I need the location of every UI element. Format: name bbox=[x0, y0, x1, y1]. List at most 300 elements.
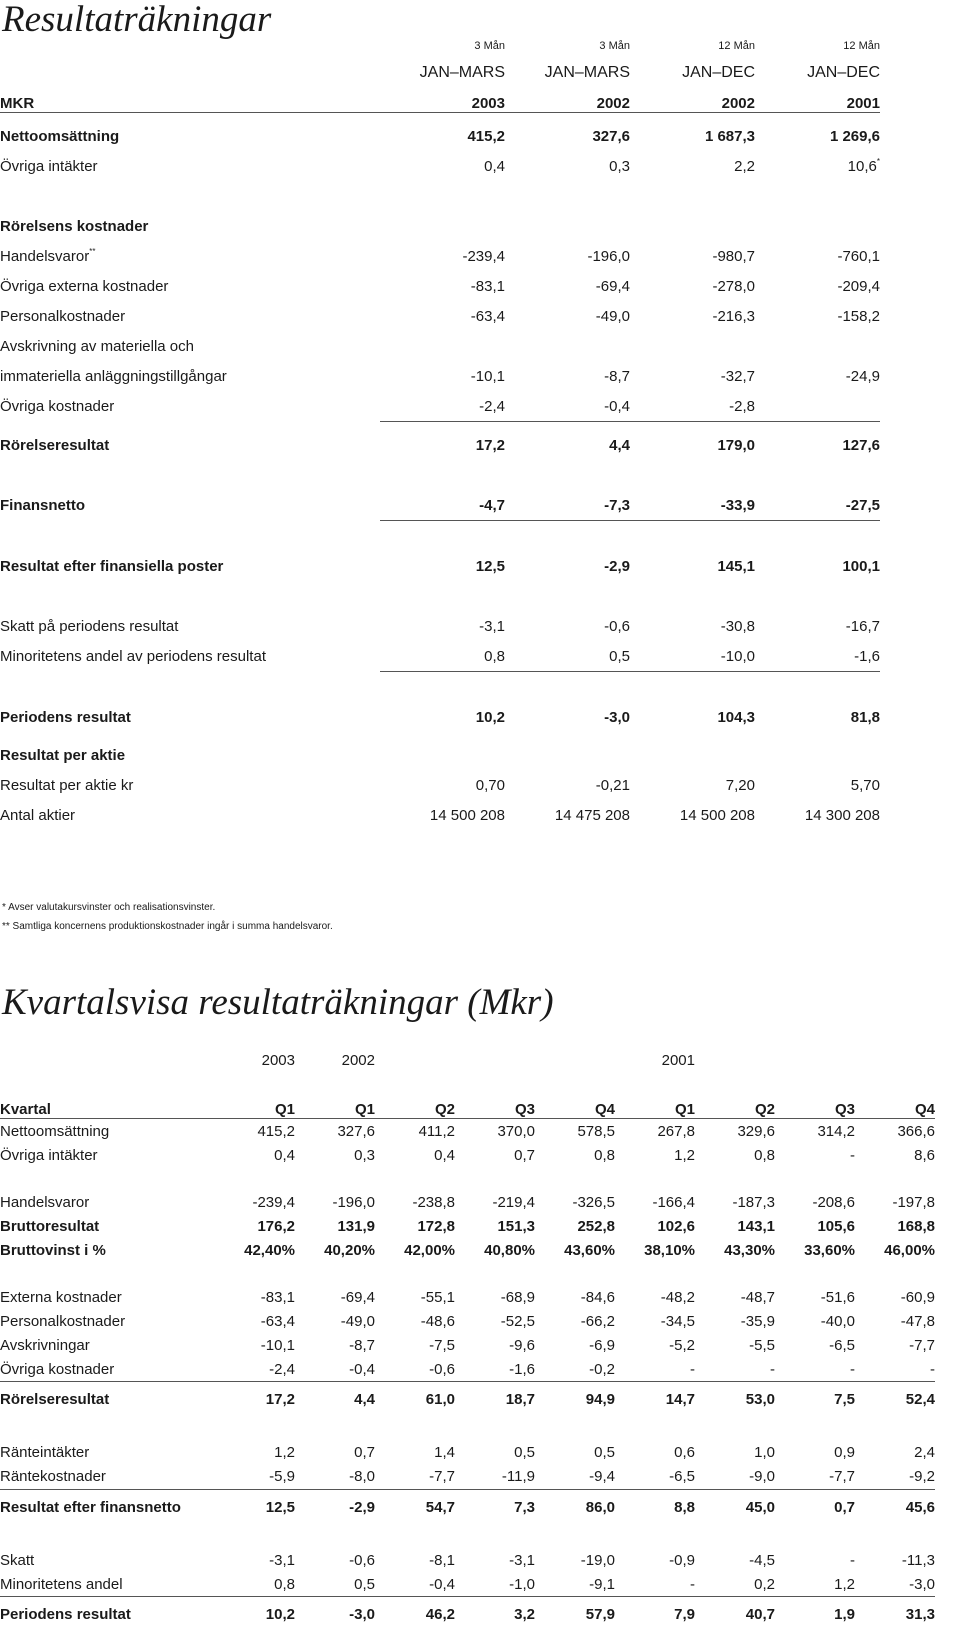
cell-value: 0,4 bbox=[274, 1146, 295, 1164]
cell-value: 327,6 bbox=[337, 1122, 375, 1140]
cell-value: 1,0 bbox=[754, 1444, 775, 1461]
cell-value: 38,10% bbox=[644, 1241, 695, 1259]
row-label: Resultat efter finansiella poster bbox=[0, 557, 224, 575]
cell-value: -69,4 bbox=[340, 1288, 375, 1306]
cell-value: -10,0 bbox=[630, 641, 755, 672]
table-row bbox=[0, 1143, 935, 1167]
cell-value: -8,7 bbox=[604, 367, 630, 385]
row-label: Räntekostnader bbox=[0, 1465, 215, 1490]
row-label: Avskrivning av materiella och bbox=[0, 337, 194, 355]
header-year bbox=[535, 1045, 615, 1069]
row-label: Skatt bbox=[0, 1551, 35, 1569]
cell-value: -11,9 bbox=[455, 1465, 535, 1490]
row-label: Övriga intäkter bbox=[0, 157, 98, 175]
cell-value: 18,7 bbox=[505, 1391, 535, 1409]
cell-value: -3,0 bbox=[349, 1606, 375, 1624]
cell-value: 0,8 bbox=[594, 1146, 615, 1164]
cell-value: 52,4 bbox=[905, 1391, 935, 1409]
cell-value: 1,2 bbox=[775, 1572, 855, 1597]
cell-value: 0,6 bbox=[674, 1444, 695, 1461]
income-statement-title: Resultaträkningar bbox=[2, 0, 272, 40]
quarterly-table bbox=[0, 1045, 935, 1633]
cell-value: 1,9 bbox=[834, 1606, 855, 1624]
row-label: Nettoomsättning bbox=[0, 127, 120, 145]
cell-value: -0,6 bbox=[604, 617, 630, 635]
cell-value: 104,3 bbox=[717, 708, 755, 726]
cell-value: 143,1 bbox=[737, 1217, 775, 1235]
cell-value: -68,9 bbox=[500, 1288, 535, 1306]
cell-value: 102,6 bbox=[657, 1217, 695, 1235]
cell-value: -5,2 bbox=[669, 1336, 695, 1354]
header-year: 2003 bbox=[380, 82, 505, 113]
header-months: 3 Mån bbox=[599, 40, 630, 52]
cell-value: 54,7 bbox=[425, 1498, 455, 1516]
header-period-row bbox=[0, 52, 880, 82]
table-row bbox=[0, 1285, 935, 1309]
row-label: Periodens resultat bbox=[0, 1606, 131, 1624]
row-label: immateriella anläggningstillgångar bbox=[0, 367, 227, 385]
table-row bbox=[0, 1357, 935, 1382]
cell-value: 370,0 bbox=[497, 1122, 535, 1140]
cell-value: -6,9 bbox=[589, 1336, 615, 1354]
cell-value: 314,2 bbox=[817, 1122, 855, 1140]
cell-value: -24,9 bbox=[845, 367, 880, 385]
row-label: Minoritetens andel bbox=[0, 1572, 215, 1597]
cell-value: -69,4 bbox=[595, 277, 630, 295]
table-row bbox=[0, 241, 880, 271]
cell-value: -8,1 bbox=[429, 1551, 455, 1569]
row-label: Skatt på periodens resultat bbox=[0, 617, 179, 635]
cell-value: -30,8 bbox=[720, 617, 755, 635]
cell-value: 100,1 bbox=[842, 557, 880, 575]
header-quarter: Q2 bbox=[695, 1092, 775, 1119]
section-heading: Rörelsens kostnader bbox=[0, 217, 149, 235]
table-row bbox=[0, 1214, 935, 1238]
row-label: Bruttovinst i % bbox=[0, 1241, 106, 1259]
cell-value: -6,5 bbox=[829, 1336, 855, 1354]
cell-value: 43,30% bbox=[724, 1241, 775, 1259]
row-label: Antal aktier bbox=[0, 806, 76, 824]
table-row bbox=[0, 702, 880, 732]
cell-value: 45,0 bbox=[745, 1498, 775, 1516]
table-row bbox=[0, 1597, 935, 1633]
row-label: Rörelseresultat bbox=[0, 1391, 110, 1409]
cell-value: 57,9 bbox=[585, 1606, 615, 1624]
cell-value: -11,3 bbox=[901, 1551, 935, 1569]
header-year bbox=[695, 1045, 775, 1069]
cell-value: -8,7 bbox=[349, 1336, 375, 1354]
header-period: JAN–DEC bbox=[682, 64, 755, 81]
cell-value: 31,3 bbox=[905, 1606, 935, 1624]
header-year: 2002 bbox=[505, 82, 630, 113]
cell-value: -1,0 bbox=[455, 1572, 535, 1597]
cell-value: 411,2 bbox=[418, 1122, 455, 1140]
cell-value: -4,7 bbox=[380, 490, 505, 521]
cell-value: -7,7 bbox=[909, 1336, 935, 1354]
table-row bbox=[0, 430, 880, 460]
cell-value: 252,8 bbox=[577, 1217, 615, 1235]
cell-value: 7,20 bbox=[725, 776, 755, 794]
header-months: 12 Mån bbox=[843, 40, 880, 52]
cell-value: -9,2 bbox=[855, 1465, 935, 1490]
header-year-row bbox=[0, 1045, 935, 1069]
cell-value: 1,4 bbox=[434, 1444, 455, 1461]
cell-value: -10,1 bbox=[470, 367, 505, 385]
cell-value: -51,6 bbox=[820, 1288, 855, 1306]
cell-value: 42,40% bbox=[244, 1241, 295, 1259]
table-row bbox=[0, 361, 880, 391]
header-quarter: Q3 bbox=[775, 1092, 855, 1119]
section-heading: Resultat per aktie bbox=[0, 746, 126, 764]
cell-value: 0,7 bbox=[354, 1444, 375, 1461]
row-label: Resultat per aktie kr bbox=[0, 776, 134, 794]
cell-value: -60,9 bbox=[900, 1288, 935, 1306]
quarterly-statement-title: Kvartalsvisa resultaträkningar (Mkr) bbox=[2, 982, 554, 1023]
cell-value: 17,2 bbox=[475, 436, 505, 454]
cell-value: 105,6 bbox=[817, 1217, 855, 1235]
cell-value: 81,8 bbox=[850, 708, 880, 726]
cell-value bbox=[755, 391, 880, 422]
footnote: ** Samtliga koncernens produktionskostnader ingår i summa handelsvaror. bbox=[2, 921, 333, 932]
cell-value: 2,2 bbox=[734, 157, 755, 175]
table-row bbox=[0, 641, 880, 672]
cell-value: -1,6 bbox=[755, 641, 880, 672]
header-period: JAN–MARS bbox=[419, 64, 505, 81]
cell-value: -0,4 bbox=[375, 1572, 455, 1597]
header-quarter-row bbox=[0, 1092, 935, 1119]
table-row bbox=[0, 1309, 935, 1333]
cell-value: -239,4 bbox=[252, 1193, 295, 1211]
row-label: Externa kostnader bbox=[0, 1288, 122, 1306]
header-quarter: Q1 bbox=[215, 1092, 295, 1119]
table-row bbox=[0, 121, 880, 151]
row-label: Avskrivningar bbox=[0, 1336, 90, 1354]
row-label: Personalkostnader bbox=[0, 307, 126, 325]
cell-value: -49,0 bbox=[595, 307, 630, 325]
cell-value: -63,4 bbox=[470, 307, 505, 325]
cell-value: 86,0 bbox=[585, 1498, 615, 1516]
cell-value: -216,3 bbox=[712, 307, 755, 325]
cell-value: - bbox=[615, 1572, 695, 1597]
cell-value: 0,4 bbox=[434, 1146, 455, 1164]
cell-value: -326,5 bbox=[572, 1193, 615, 1211]
cell-value: -8,0 bbox=[295, 1465, 375, 1490]
cell-value: -2,4 bbox=[215, 1357, 295, 1382]
cell-value: 14 475 208 bbox=[554, 806, 630, 824]
cell-value: -208,6 bbox=[812, 1193, 855, 1211]
table-row bbox=[0, 271, 880, 301]
header-year bbox=[775, 1045, 855, 1069]
cell-value: -3,1 bbox=[509, 1551, 535, 1569]
section-heading-row bbox=[0, 211, 880, 241]
cell-value: 40,80% bbox=[484, 1241, 535, 1259]
header-quarter: Q4 bbox=[855, 1092, 935, 1119]
cell-value: -1,6 bbox=[455, 1357, 535, 1382]
footnote: * Avser valutakursvinster och realisationsvinster. bbox=[2, 902, 216, 913]
header-year: 2003 bbox=[261, 1052, 295, 1069]
row-label: Övriga externa kostnader bbox=[0, 277, 169, 295]
cell-value: -187,3 bbox=[732, 1193, 775, 1211]
cell-value: -7,7 bbox=[775, 1465, 855, 1490]
cell-value: 4,4 bbox=[609, 436, 630, 454]
cell-value-with-note bbox=[755, 151, 880, 181]
cell-value: 0,8 bbox=[215, 1572, 295, 1597]
header-year: 2002 bbox=[341, 1052, 375, 1069]
table-row bbox=[0, 611, 880, 641]
row-label: Rörelseresultat bbox=[0, 436, 110, 454]
cell-value: 1,2 bbox=[674, 1146, 695, 1164]
header-quarter: Q4 bbox=[535, 1092, 615, 1119]
header-year: 2002 bbox=[630, 82, 755, 113]
cell-value: 53,0 bbox=[745, 1391, 775, 1409]
cell-value: -209,4 bbox=[837, 277, 880, 295]
cell-value: -10,1 bbox=[260, 1336, 295, 1354]
cell-value: 0,4 bbox=[484, 157, 505, 175]
cell-value: 0,3 bbox=[354, 1146, 375, 1164]
section-heading-row bbox=[0, 740, 880, 770]
table-row bbox=[0, 391, 880, 422]
cell-value: -196,0 bbox=[332, 1193, 375, 1211]
cell-value: 0,5 bbox=[594, 1444, 615, 1461]
cell-value: 33,60% bbox=[804, 1241, 855, 1259]
cell-value: -83,1 bbox=[260, 1288, 295, 1306]
cell-value: -4,5 bbox=[749, 1551, 775, 1569]
cell-value: 0,7 bbox=[514, 1146, 535, 1164]
table-row bbox=[0, 1382, 935, 1418]
row-label: Bruttoresultat bbox=[0, 1217, 100, 1235]
cell-value: 0,8 bbox=[754, 1146, 775, 1164]
cell-value: 127,6 bbox=[842, 436, 880, 454]
cell-value: 14 300 208 bbox=[804, 806, 880, 824]
cell-value: 2,4 bbox=[914, 1444, 935, 1461]
table-row bbox=[0, 331, 880, 361]
row-label: Handelsvaror bbox=[0, 247, 90, 265]
cell-value: 8,8 bbox=[674, 1498, 695, 1516]
cell-value: -6,5 bbox=[615, 1465, 695, 1490]
cell-value: 94,9 bbox=[585, 1391, 615, 1409]
header-year-row bbox=[0, 82, 880, 113]
cell-value: -0,21 bbox=[595, 776, 630, 794]
row-label: Nettoomsättning bbox=[0, 1122, 110, 1140]
cell-value: 46,00% bbox=[884, 1241, 935, 1259]
table-row bbox=[0, 1572, 935, 1597]
cell-value: 14 500 208 bbox=[679, 806, 755, 824]
cell-value: - bbox=[855, 1357, 935, 1382]
cell-value: 12,5 bbox=[475, 557, 505, 575]
cell-value: -48,6 bbox=[420, 1312, 455, 1330]
cell-value: 145,1 bbox=[717, 557, 755, 575]
row-label: Ränteintäkter bbox=[0, 1444, 90, 1461]
table-row bbox=[0, 301, 880, 331]
cell-value: -0,4 bbox=[295, 1357, 375, 1382]
cell-value: -239,4 bbox=[462, 247, 505, 265]
table-row bbox=[0, 1548, 935, 1572]
cell-value: 12,5 bbox=[265, 1498, 295, 1516]
cell-value: - bbox=[850, 1551, 855, 1569]
header-quarter: Q3 bbox=[455, 1092, 535, 1119]
cell-value: - bbox=[615, 1357, 695, 1382]
row-label: Finansnetto bbox=[0, 496, 85, 514]
cell-value: 40,20% bbox=[324, 1241, 375, 1259]
row-label: Periodens resultat bbox=[0, 708, 131, 726]
row-label-with-note bbox=[0, 241, 380, 271]
cell-value: 366,6 bbox=[897, 1122, 935, 1140]
cell-value: -0,4 bbox=[505, 391, 630, 422]
cell-value: 7,5 bbox=[834, 1391, 855, 1409]
table-row bbox=[0, 151, 880, 181]
cell-value: -55,1 bbox=[420, 1288, 455, 1306]
header-quarter: Q1 bbox=[295, 1092, 375, 1119]
cell-value: -7,5 bbox=[429, 1336, 455, 1354]
cell-value: 0,70 bbox=[475, 776, 505, 794]
cell-value: 0,5 bbox=[514, 1444, 535, 1461]
cell-value: 415,2 bbox=[257, 1122, 295, 1140]
cell-value: -0,6 bbox=[349, 1551, 375, 1569]
cell-value: -2,9 bbox=[604, 557, 630, 575]
cell-value: 14 500 208 bbox=[429, 806, 505, 824]
cell-value: - bbox=[850, 1146, 855, 1164]
header-period: JAN–MARS bbox=[544, 64, 630, 81]
cell-value: -3,0 bbox=[604, 708, 630, 726]
cell-value: 14,7 bbox=[665, 1391, 695, 1409]
cell-value: -3,1 bbox=[479, 617, 505, 635]
row-label: Övriga intäkter bbox=[0, 1146, 98, 1164]
cell-value: -238,8 bbox=[412, 1193, 455, 1211]
cell-value: -16,7 bbox=[845, 617, 880, 635]
cell-value: -219,4 bbox=[492, 1193, 535, 1211]
cell-value: 0,2 bbox=[695, 1572, 775, 1597]
cell-value: -166,4 bbox=[652, 1193, 695, 1211]
cell-value: -9,6 bbox=[509, 1336, 535, 1354]
cell-value: -63,4 bbox=[260, 1312, 295, 1330]
footnote-marker: * bbox=[876, 156, 880, 166]
table-row bbox=[0, 770, 880, 800]
cell-value: 415,2 bbox=[467, 127, 505, 145]
cell-value: -0,9 bbox=[669, 1551, 695, 1569]
cell-value: -19,0 bbox=[580, 1551, 615, 1569]
cell-value: -2,8 bbox=[630, 391, 755, 422]
cell-value: -197,8 bbox=[892, 1193, 935, 1211]
cell-value: 4,4 bbox=[354, 1391, 375, 1409]
cell-value: 1,2 bbox=[274, 1444, 295, 1461]
row-label: Resultat efter finansnetto bbox=[0, 1498, 181, 1516]
cell-value: 172,8 bbox=[417, 1217, 455, 1235]
cell-value: 1 687,3 bbox=[704, 127, 755, 145]
header-quarter: Q2 bbox=[375, 1092, 455, 1119]
header-quarter: Q1 bbox=[615, 1092, 695, 1119]
header-months-row bbox=[0, 28, 880, 52]
footnote-marker: ** bbox=[89, 246, 96, 256]
table-row bbox=[0, 551, 880, 581]
cell-value: -760,1 bbox=[837, 247, 880, 265]
cell-value: -48,7 bbox=[740, 1288, 775, 1306]
header-year: 2001 bbox=[755, 82, 880, 113]
cell-value: -158,2 bbox=[837, 307, 880, 325]
cell-value: 267,8 bbox=[657, 1122, 695, 1140]
header-period: JAN–DEC bbox=[807, 64, 880, 81]
cell-value: 0,5 bbox=[505, 641, 630, 672]
cell-value: -3,0 bbox=[855, 1572, 935, 1597]
cell-value: -33,9 bbox=[630, 490, 755, 521]
income-statement-table bbox=[0, 28, 880, 830]
cell-value: - bbox=[695, 1357, 775, 1382]
cell-value: -83,1 bbox=[470, 277, 505, 295]
cell-value: -5,5 bbox=[749, 1336, 775, 1354]
header-year bbox=[455, 1045, 535, 1069]
cell-value: -40,0 bbox=[820, 1312, 855, 1330]
cell-value: 151,3 bbox=[497, 1217, 535, 1235]
table-row bbox=[0, 1119, 935, 1144]
header-year bbox=[375, 1045, 455, 1069]
cell-value: 176,2 bbox=[257, 1217, 295, 1235]
cell-value: 17,2 bbox=[265, 1391, 295, 1409]
cell-value: 168,8 bbox=[897, 1217, 935, 1235]
cell-value: 10,2 bbox=[265, 1606, 295, 1624]
header-months: 3 Mån bbox=[474, 40, 505, 52]
cell-value: -3,1 bbox=[269, 1551, 295, 1569]
unit-label: MKR bbox=[0, 82, 380, 113]
cell-value: -35,9 bbox=[740, 1312, 775, 1330]
cell-value: 8,6 bbox=[914, 1146, 935, 1164]
cell-value: 5,70 bbox=[850, 776, 880, 794]
cell-value: -48,2 bbox=[660, 1288, 695, 1306]
row-label: Övriga kostnader bbox=[0, 1357, 215, 1382]
cell-value: 131,9 bbox=[337, 1217, 375, 1235]
cell-value: -9,1 bbox=[535, 1572, 615, 1597]
cell-value: 179,0 bbox=[717, 436, 755, 454]
table-row bbox=[0, 1441, 935, 1465]
cell-value: 0,5 bbox=[295, 1572, 375, 1597]
cell-value: -7,7 bbox=[375, 1465, 455, 1490]
row-label: Handelsvaror bbox=[0, 1193, 90, 1211]
cell-value: 46,2 bbox=[425, 1606, 455, 1624]
cell-value: -7,3 bbox=[505, 490, 630, 521]
cell-value: 10,2 bbox=[475, 708, 505, 726]
header-label: Kvartal bbox=[0, 1092, 215, 1119]
cell-value: 0,8 bbox=[380, 641, 505, 672]
table-row bbox=[0, 1190, 935, 1214]
cell-value: 7,3 bbox=[514, 1498, 535, 1516]
cell-value: 7,9 bbox=[674, 1606, 695, 1624]
cell-value: 0,9 bbox=[834, 1444, 855, 1461]
cell-value: - bbox=[775, 1357, 855, 1382]
cell-value: -52,5 bbox=[500, 1312, 535, 1330]
cell-value: 327,6 bbox=[592, 127, 630, 145]
cell-value: -2,4 bbox=[380, 391, 505, 422]
cell-value: -5,9 bbox=[215, 1465, 295, 1490]
cell-value: 3,2 bbox=[514, 1606, 535, 1624]
cell-value: -0,2 bbox=[535, 1357, 615, 1382]
cell-value: 0,3 bbox=[609, 157, 630, 175]
cell-value: -980,7 bbox=[712, 247, 755, 265]
row-label: Minoritetens andel av periodens resultat bbox=[0, 647, 266, 665]
cell-value: -84,6 bbox=[580, 1288, 615, 1306]
cell-value: 10,6 bbox=[847, 157, 877, 175]
table-row bbox=[0, 800, 880, 830]
row-label: Personalkostnader bbox=[0, 1312, 126, 1330]
cell-value: -9,4 bbox=[535, 1465, 615, 1490]
cell-value: -32,7 bbox=[720, 367, 755, 385]
cell-value: 329,6 bbox=[737, 1122, 775, 1140]
table-row bbox=[0, 1333, 935, 1357]
header-year: 2001 bbox=[661, 1052, 695, 1069]
header-year bbox=[855, 1045, 935, 1069]
cell-value: -2,9 bbox=[349, 1498, 375, 1516]
cell-value: 43,60% bbox=[564, 1241, 615, 1259]
cell-value: -196,0 bbox=[587, 247, 630, 265]
table-row bbox=[0, 1465, 935, 1490]
cell-value: -278,0 bbox=[712, 277, 755, 295]
